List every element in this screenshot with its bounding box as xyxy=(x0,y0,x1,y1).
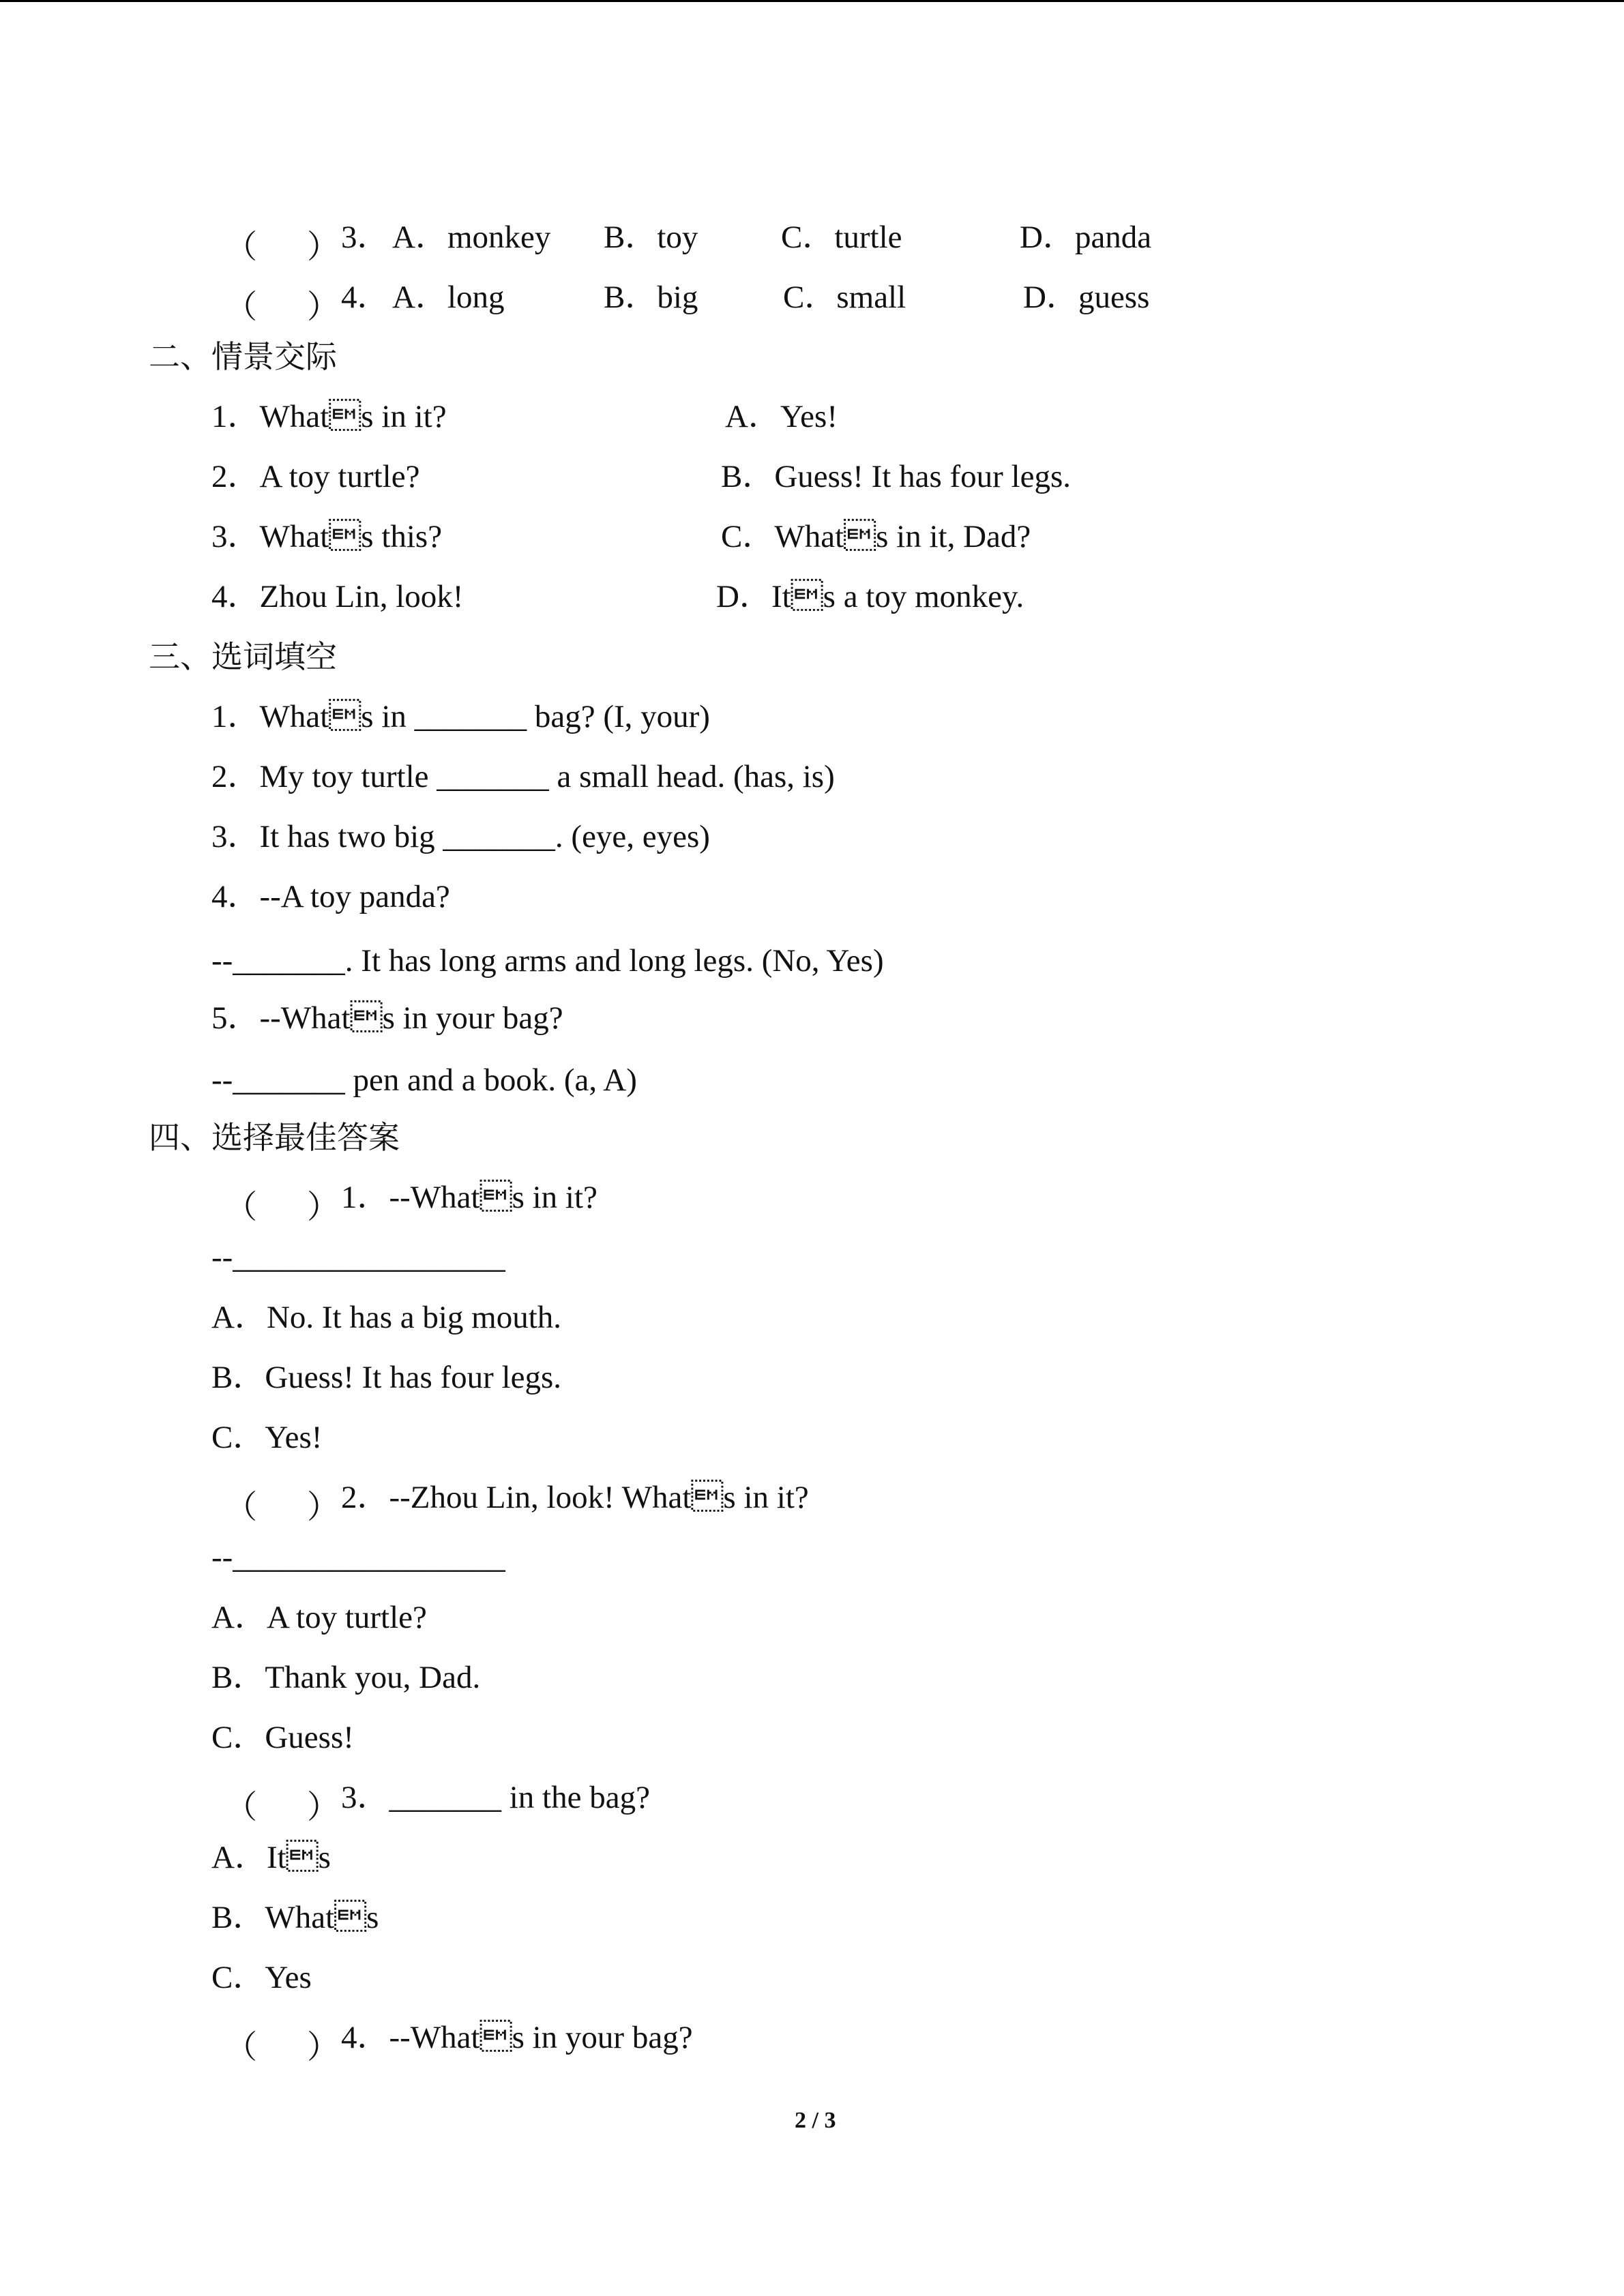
match-right-item: D．Its a toy monkey. xyxy=(716,579,1024,614)
match-right-item: A．Yes! xyxy=(725,399,838,434)
choice-option: C．Guess! xyxy=(211,1720,354,1755)
choice-option: A．No. It has a big mouth. xyxy=(211,1300,562,1335)
fill-blank-item: 4．--A toy panda? xyxy=(211,879,450,914)
match-right-item: B．Guess! It has four legs. xyxy=(721,459,1072,494)
section-heading: 二、情景交际 xyxy=(149,338,337,375)
fill-blank-item: --_______. It has long arms and long legs. (No, Yes) xyxy=(211,943,884,979)
answer-paren-left: （ xyxy=(225,2030,257,2066)
option-d: D．guess xyxy=(1023,280,1150,315)
answer-blank: --_________________ xyxy=(211,1540,505,1575)
question-stem: 3．_______ in the bag? xyxy=(341,1780,650,1815)
section-heading: 三、选词填空 xyxy=(149,638,337,675)
answer-paren-left: （ xyxy=(225,230,257,265)
option-b: B．big xyxy=(604,280,698,315)
question-stem: 1．--Whats in it? xyxy=(341,1180,597,1215)
fill-blank-item: --_______ pen and a book. (a, A) xyxy=(211,1062,637,1098)
question-number: 3． xyxy=(341,220,389,255)
choice-option: A．A toy turtle? xyxy=(211,1600,427,1635)
choice-option: A．Its xyxy=(211,1840,331,1875)
fill-blank-item: 5．--Whats in your bag? xyxy=(211,1000,563,1036)
fill-blank-item: 2．My toy turtle _______ a small head. (has, is) xyxy=(211,759,835,794)
match-left-item: 1．Whats in it? xyxy=(211,399,447,434)
option-c: C．turtle xyxy=(781,220,902,255)
answer-paren-right: ） xyxy=(307,1490,339,1525)
fill-blank-item: 1．Whats in _______ bag? (I, your) xyxy=(211,699,710,734)
option-a: A．long xyxy=(392,280,505,315)
question-number: 4． xyxy=(341,280,389,315)
choice-option: B．Whats xyxy=(211,1900,379,1935)
section-heading: 四、选择最佳答案 xyxy=(149,1119,400,1156)
page-number: 2 / 3 xyxy=(795,2108,836,2133)
choice-option: B．Guess! It has four legs. xyxy=(211,1360,562,1395)
answer-paren-right: ） xyxy=(307,1790,339,1825)
question-stem: 2．--Zhou Lin, look! Whats in it? xyxy=(341,1480,809,1515)
answer-paren-right: ） xyxy=(307,290,339,325)
answer-paren-right: ） xyxy=(307,1190,339,1225)
answer-paren-right: ） xyxy=(307,230,339,265)
answer-paren-right: ） xyxy=(307,2030,339,2066)
answer-paren-left: （ xyxy=(225,290,257,325)
answer-paren-left: （ xyxy=(225,1190,257,1225)
option-a: A．monkey xyxy=(392,220,551,255)
match-left-item: 2．A toy turtle? xyxy=(211,459,420,494)
option-d: D．panda xyxy=(1020,220,1152,255)
answer-blank: --_________________ xyxy=(211,1240,505,1275)
match-left-item: 3．Whats this? xyxy=(211,519,443,554)
question-stem: 4．--Whats in your bag? xyxy=(341,2020,693,2055)
choice-option: B．Thank you, Dad. xyxy=(211,1660,481,1695)
option-c: C．small xyxy=(783,280,906,315)
choice-option: C．Yes xyxy=(211,1960,312,1995)
choice-option: C．Yes! xyxy=(211,1420,323,1455)
answer-paren-left: （ xyxy=(225,1490,257,1525)
answer-paren-left: （ xyxy=(225,1790,257,1825)
match-right-item: C．Whats in it, Dad? xyxy=(721,519,1031,554)
option-b: B．toy xyxy=(604,220,698,255)
match-left-item: 4．Zhou Lin, look! xyxy=(211,579,464,614)
fill-blank-item: 3．It has two big _______. (eye, eyes) xyxy=(211,819,710,854)
